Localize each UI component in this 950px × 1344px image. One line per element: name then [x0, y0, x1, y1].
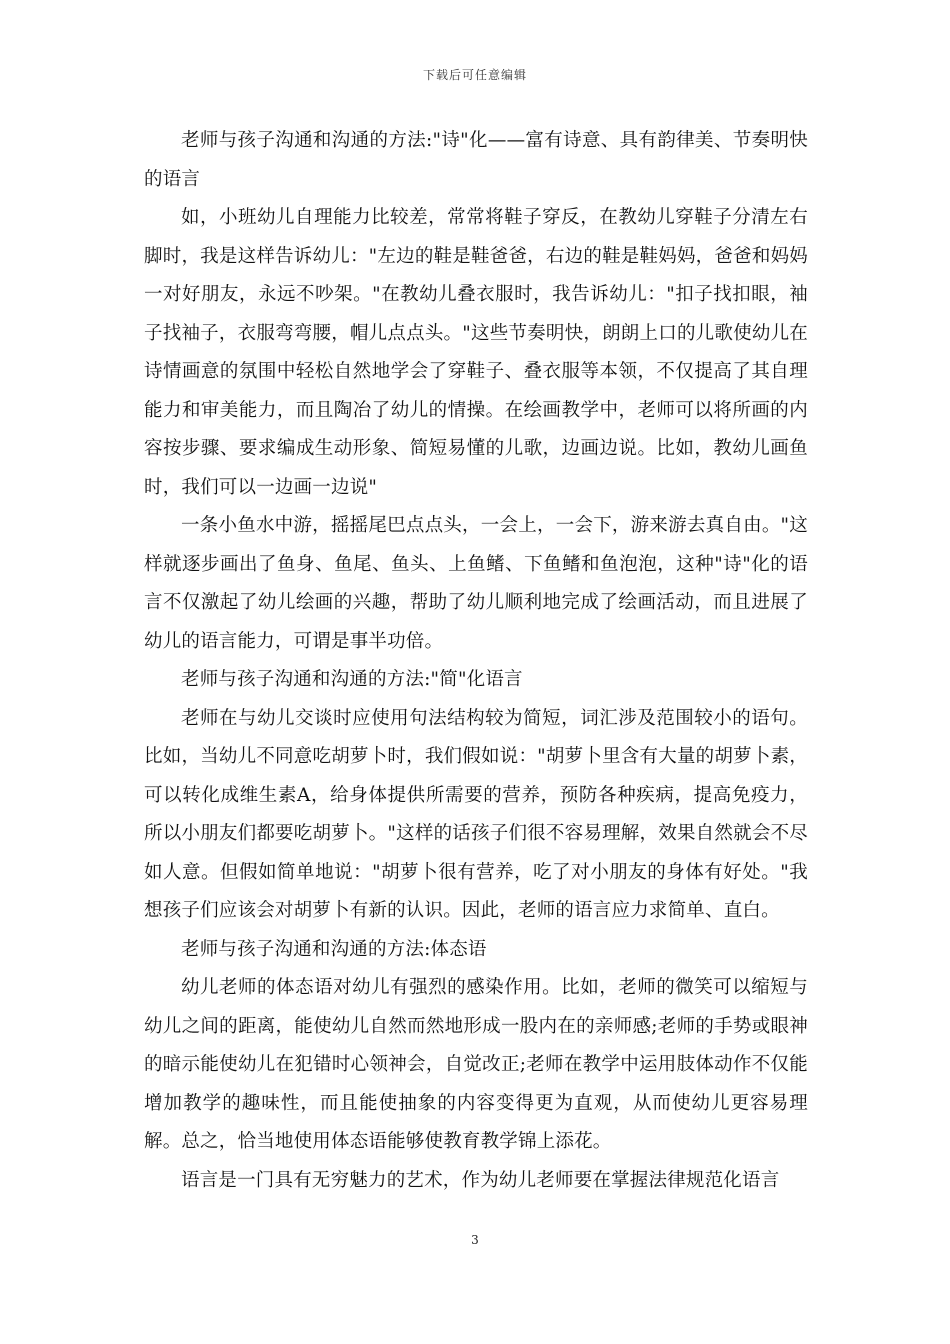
page-header: 下载后可任意编辑 — [422, 68, 527, 82]
heading-body-language: 老师与孩子沟通和沟通的方法:体态语 — [181, 938, 487, 960]
heading-simple-language: 老师与孩子沟通和沟通的方法:"简"化语言 — [181, 669, 523, 690]
heading-poetic-language: 老师与孩子沟通和沟通的方法:"诗"化——富有诗意、具有韵律美、节奏明快的语言 — [144, 130, 808, 190]
paragraph-fish-rhyme: 一条小鱼水中游，摇摇尾巴点点头，一会上，一会下，游来游去真自由。"这样就逐步画出了鱼身、鱼尾、鱼头、上鱼鳍、下鱼鳍和鱼泡泡，这种"诗"化的语言不仅激起了幼儿绘画的兴趣，帮助了幼儿顺利地完成了绘画活动，而且进展了幼儿的语言能力，可谓是事半功倍。 — [144, 515, 808, 652]
paragraph-body-language: 幼儿老师的体态语对幼儿有强烈的感染作用。比如，老师的微笑可以缩短与幼儿之间的距离，能使幼儿自然而然地形成一股内在的亲师感;老师的手势或眼神的暗示能使幼儿在犯错时心领神会，自觉改正;老师在教学中运用肢体动作不仅能增加教学的趣味性，而且能使抽象的内容变得更为直观，从而使幼儿更容易理解。总之，恰当地使用体态语能够使教育教学锦上添花。 — [144, 977, 808, 1152]
page-number: 3 — [471, 1233, 479, 1247]
document-body — [144, 122, 808, 1200]
paragraph-conclusion: 语言是一门具有无穷魅力的艺术，作为幼儿老师要在掌握法律规范化语言 — [181, 1169, 780, 1191]
paragraph-simple-language: 老师在与幼儿交谈时应使用句法结构较为简短，词汇涉及范围较小的语句。比如，当幼儿不同意吃胡萝卜时，我们假如说："胡萝卜里含有大量的胡萝卜素，可以转化成维生素A，给身体提供所需要的营养，预防各种疾病，提高免疫力，所以小朋友们都要吃胡萝卜。"这样的话孩子们很不容易理解，效果自然就会不尽如人意。但假如简单地说："胡萝卜很有营养，吃了对小朋友的身体有好处。"我想孩子们应该会对胡萝卜有新的认识。因此，老师的语言应力求简单、直白。 — [144, 707, 808, 921]
paragraph-poetic-examples: 如，小班幼儿自理能力比较差，常常将鞋子穿反，在教幼儿穿鞋子分清左右脚时，我是这样告诉幼儿："左边的鞋是鞋爸爸，右边的鞋是鞋妈妈，爸爸和妈妈一对好朋友，永远不吵架。"在教幼儿叠衣服时，我告诉幼儿："扣子找扣眼，袖子找袖子，衣服弯弯腰，帽儿点点头。"这些节奏明快，朗朗上口的儿歌使幼儿在诗情画意的氛围中轻松自然地学会了穿鞋子、叠衣服等本领，不仅提高了其自理能力和审美能力，而且陶冶了幼儿的情操。在绘画教学中，老师可以将所画的内容按步骤、要求编成生动形象、简短易懂的儿歌，边画边说。比如，教幼儿画鱼时，我们可以一边画一边说" — [144, 207, 808, 498]
